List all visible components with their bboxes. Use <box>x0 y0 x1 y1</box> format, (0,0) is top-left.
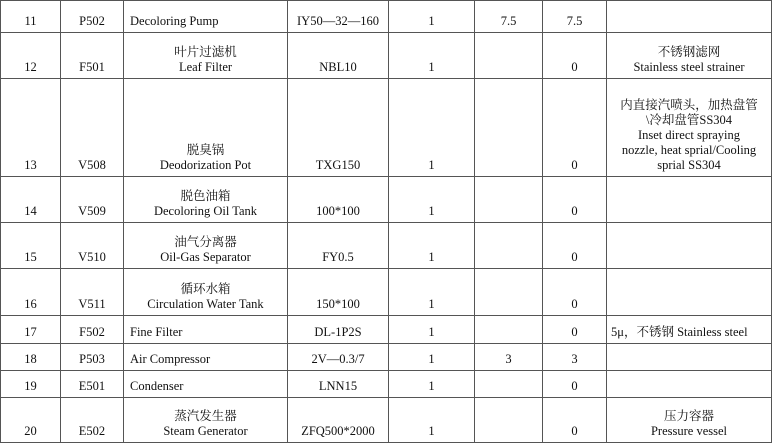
table-row <box>1 79 772 177</box>
equipment-name <box>124 79 288 177</box>
row-number: 12 <box>1 33 61 79</box>
table-row <box>1 269 772 316</box>
row-number: 18 <box>1 344 61 371</box>
equipment-note <box>607 1 772 33</box>
note-line: Pressure vessel <box>650 424 728 438</box>
equipment-power <box>475 316 543 344</box>
equipment-note <box>607 269 772 316</box>
equipment-code: F501 <box>61 33 124 79</box>
table-row <box>1 371 772 398</box>
note-line: nozzle, heat sprial/Cooling <box>621 143 757 157</box>
equipment-name <box>124 269 288 316</box>
equipment-name <box>124 223 288 269</box>
equipment-total-power: 0 <box>543 33 607 79</box>
row-number: 20 <box>1 398 61 443</box>
table-row <box>1 33 772 79</box>
note-line: 内直接汽喷头，加热盘管 <box>620 98 758 112</box>
equipment-total-power: 0 <box>543 371 607 398</box>
equipment-total-power: 0 <box>543 79 607 177</box>
equipment-name-en: Oil-Gas Separator <box>160 250 251 264</box>
note-line: 不锈钢滤网 <box>657 45 721 59</box>
equipment-name-en: Leaf Filter <box>178 60 233 74</box>
equipment-model: IY50—32—160 <box>288 1 389 33</box>
table-row <box>1 177 772 223</box>
equipment-total-power: 7.5 <box>543 1 607 33</box>
equipment-note <box>607 33 772 79</box>
equipment-code: V511 <box>61 269 124 316</box>
equipment-total-power: 0 <box>543 177 607 223</box>
row-number: 14 <box>1 177 61 223</box>
equipment-name-en: Condenser <box>130 379 184 393</box>
equipment-code: V510 <box>61 223 124 269</box>
equipment-name <box>124 371 288 398</box>
note-line: Stainless steel strainer <box>633 60 745 74</box>
equipment-note <box>607 371 772 398</box>
equipment-note <box>607 177 772 223</box>
row-number: 17 <box>1 316 61 344</box>
equipment-power <box>475 398 543 443</box>
equipment-name <box>124 177 288 223</box>
equipment-name-cn: 脱色油箱 <box>180 189 231 203</box>
equipment-model: DL-1P2S <box>288 316 389 344</box>
note-line: \冷却盘管SS304 <box>645 113 733 127</box>
equipment-total-power: 3 <box>543 344 607 371</box>
equipment-code: F502 <box>61 316 124 344</box>
equipment-code: V509 <box>61 177 124 223</box>
equipment-model: LNN15 <box>288 371 389 398</box>
equipment-name-cn: 叶片过滤机 <box>174 45 237 59</box>
equipment-note <box>607 223 772 269</box>
equipment-quantity: 1 <box>389 177 475 223</box>
equipment-total-power: 0 <box>543 398 607 443</box>
equipment-model: 150*100 <box>288 269 389 316</box>
note-line: 压力容器 <box>663 409 714 423</box>
equipment-quantity: 1 <box>389 1 475 33</box>
equipment-power <box>475 177 543 223</box>
equipment-power: 3 <box>475 344 543 371</box>
equipment-code: P502 <box>61 1 124 33</box>
equipment-quantity: 1 <box>389 371 475 398</box>
table-row <box>1 223 772 269</box>
equipment-power: 7.5 <box>475 1 543 33</box>
table-row <box>1 344 772 371</box>
equipment-power <box>475 33 543 79</box>
row-number: 13 <box>1 79 61 177</box>
table-row <box>1 1 772 33</box>
table-row <box>1 316 772 344</box>
equipment-name-en: Fine Filter <box>130 325 183 339</box>
equipment-name-en: Steam Generator <box>163 424 248 438</box>
note-line: 5μ，不锈钢 Stainless steel <box>611 325 748 339</box>
equipment-model: 100*100 <box>288 177 389 223</box>
equipment-code: P503 <box>61 344 124 371</box>
equipment-quantity: 1 <box>389 398 475 443</box>
equipment-name <box>124 398 288 443</box>
row-number: 15 <box>1 223 61 269</box>
equipment-note <box>607 398 772 443</box>
equipment-model: TXG150 <box>288 79 389 177</box>
equipment-model: 2V—0.3/7 <box>288 344 389 371</box>
equipment-name-cn: 循环水箱 <box>180 282 231 296</box>
equipment-name-en: Decoloring Oil Tank <box>153 204 258 218</box>
equipment-name-en: Deodorization Pot <box>159 158 252 172</box>
equipment-code: E502 <box>61 398 124 443</box>
equipment-name-cn: 脱臭锅 <box>186 143 225 157</box>
row-number: 16 <box>1 269 61 316</box>
row-number: 19 <box>1 371 61 398</box>
equipment-name-en: Circulation Water Tank <box>147 297 264 311</box>
equipment-power <box>475 79 543 177</box>
equipment-name-cn: 蒸汽发生器 <box>174 409 237 423</box>
equipment-code: E501 <box>61 371 124 398</box>
equipment-model: NBL10 <box>288 33 389 79</box>
equipment-total-power: 0 <box>543 223 607 269</box>
equipment-power <box>475 269 543 316</box>
equipment-code: V508 <box>61 79 124 177</box>
equipment-quantity: 1 <box>389 33 475 79</box>
note-line: Inset direct spraying <box>637 128 741 142</box>
equipment-name <box>124 316 288 344</box>
equipment-name <box>124 33 288 79</box>
equipment-power <box>475 223 543 269</box>
equipment-quantity: 1 <box>389 316 475 344</box>
equipment-total-power: 0 <box>543 316 607 344</box>
table-row <box>1 398 772 443</box>
equipment-quantity: 1 <box>389 223 475 269</box>
equipment-total-power: 0 <box>543 269 607 316</box>
equipment-model: FY0.5 <box>288 223 389 269</box>
equipment-model: ZFQ500*2000 <box>288 398 389 443</box>
equipment-quantity: 1 <box>389 344 475 371</box>
equipment-note <box>607 344 772 371</box>
note-line: sprial SS304 <box>657 158 721 172</box>
equipment-name-en: Decoloring Pump <box>130 14 219 28</box>
equipment-note <box>607 316 772 344</box>
equipment-power <box>475 371 543 398</box>
equipment-quantity: 1 <box>389 269 475 316</box>
equipment-quantity: 1 <box>389 79 475 177</box>
equipment-name-en: Air Compressor <box>130 352 211 366</box>
row-number: 11 <box>1 1 61 33</box>
equipment-name <box>124 1 288 33</box>
equipment-name-cn: 油气分离器 <box>174 235 237 249</box>
equipment-note <box>607 79 772 177</box>
equipment-name <box>124 344 288 371</box>
